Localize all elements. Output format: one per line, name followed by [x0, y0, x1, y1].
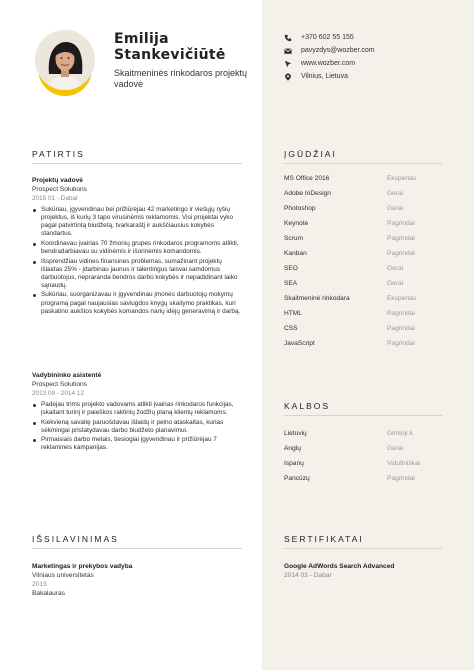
contact-phone	[284, 31, 375, 44]
skill-level: Ekspertas	[387, 295, 417, 302]
skill-name: Adobe InDesign	[284, 190, 331, 197]
skill-level: Pagrindai	[387, 220, 415, 227]
skill-level: Pagrindai	[387, 310, 415, 317]
experience-item	[32, 371, 242, 454]
skill-row	[284, 279, 454, 288]
skill-row	[284, 204, 454, 213]
skill-name: SEA	[284, 280, 298, 287]
bullet-item: Sukūriau, įgyvendinau bei prižiūrėjau 42 marketingo ir viešųjų ryšių projektus, iš kurių 3 tapo virusinėmis reklamomis. Visi projektai vyko pagal patvirtintą biudžetą, tvarkaraštį ir aukščiausius kokybės standartus.	[32, 206, 242, 238]
headline: Skaitmeninės rinkodaros projektų vadovė	[114, 68, 248, 89]
language-name: Pancūzų	[284, 475, 310, 482]
avatar	[35, 30, 95, 90]
language-level: Pagrindai	[387, 475, 415, 482]
education-school: Vilniaus universitetas	[32, 572, 94, 579]
language-row	[284, 429, 454, 438]
skill-name: Keynote	[284, 220, 309, 227]
skill-name: SEO	[284, 265, 298, 272]
bullet-item: Kiekvieną savaitę paruošdavau išlaidų ir pelno ataskaitas, kurias sėkmingai pristatydavau darbo biudžeto planavimui.	[32, 419, 242, 435]
skill-row	[284, 264, 454, 273]
language-row	[284, 459, 454, 468]
skill-level: Gerai	[387, 280, 404, 287]
job-bullets	[32, 401, 242, 453]
bullet-item: Padėjau trims projekto vadovams atlikti įvairias rinkodaros funkcijas, įskaitant turinį ir paieškos raktinių žodžių planą klientų reklamoms.	[32, 401, 242, 417]
certificate-name: Google AdWords Search Advanced	[284, 563, 395, 570]
location-pin-icon	[284, 73, 292, 81]
skill-name: CSS	[284, 325, 298, 332]
skill-name: HTML	[284, 310, 302, 317]
experience-item	[32, 176, 242, 317]
link-icon	[284, 60, 292, 68]
section-divider	[32, 548, 242, 549]
skill-row	[284, 294, 454, 303]
skill-level: Pagrindai	[387, 325, 415, 332]
language-name: Ispanų	[284, 460, 304, 467]
language-level: Gerai	[387, 445, 404, 452]
skill-level: Pagrindai	[387, 235, 415, 242]
contact-location	[284, 70, 375, 83]
phone-icon	[284, 34, 292, 42]
education-item	[32, 562, 132, 598]
job-company: Prospect Solutions	[32, 381, 87, 388]
skill-level: Gerai	[387, 190, 404, 197]
name-first: Emilija	[114, 31, 169, 47]
skill-row	[284, 234, 454, 243]
skill-name: Photoshop	[284, 205, 316, 212]
contact-email	[284, 44, 375, 57]
education-degree: Marketingas ir prekybos vadyba	[32, 563, 133, 570]
skill-row	[284, 174, 454, 183]
education-level: Bakalauras	[32, 590, 65, 597]
skill-level: Pagrindai	[387, 250, 415, 257]
section-divider	[284, 163, 442, 164]
candidate-name	[114, 31, 226, 63]
skill-name: MS Office 2016	[284, 175, 330, 182]
skill-level: Gerai	[387, 265, 404, 272]
section-divider	[284, 548, 442, 549]
job-bullets	[32, 206, 242, 316]
portrait-icon	[35, 30, 95, 90]
contact-website	[284, 57, 375, 70]
language-name: Lietuvių	[284, 430, 307, 437]
skill-name: Kanban	[284, 250, 307, 257]
education-year: 2013	[32, 581, 47, 588]
skill-row	[284, 219, 454, 228]
skill-level: Pagrindai	[387, 340, 415, 347]
job-dates: 2013 09 - 2014 12	[32, 390, 84, 397]
section-title-languages: KALBOS	[284, 401, 331, 411]
phone-text: +370 602 55 155	[301, 34, 354, 41]
job-company: Prospect Solutions	[32, 186, 87, 193]
email-text: pavyzdys@wozber.com	[301, 47, 375, 54]
contact-list	[284, 31, 375, 83]
job-title: Vadybininko asistentė	[32, 372, 102, 379]
certificate-dates: 2014 03 - Dabar	[284, 572, 332, 579]
location-text: Vilnius, Lietuva	[301, 73, 348, 80]
section-title-education: IŠSILAVINIMAS	[32, 534, 119, 544]
skill-row	[284, 249, 454, 258]
bullet-item: Išsprendžiau vidines finansines problemas, sumažinant projektų išlaidas 25% - įdarbinau jaunus ir talentingus laisvai samdomus darbuotojus, nepraranda bendros darbo kokybės ir nepadidinant laiko sąnaudų.	[32, 258, 242, 290]
section-divider	[284, 415, 442, 416]
language-level: Vidutiniškai	[387, 460, 421, 467]
section-title-skills: ĮGŪDŽIAI	[284, 149, 337, 159]
skill-name: Skaitmeninė rinkodara	[284, 295, 350, 302]
skill-row	[284, 309, 454, 318]
skill-row	[284, 339, 454, 348]
bullet-item: Pirmaisiais darbo metais, tiesiogiai įgyvendinau ir prižiūrėjau 7 reklamines kampanijas.	[32, 436, 242, 452]
website-text: www.wozber.com	[301, 60, 356, 67]
skill-row	[284, 324, 454, 333]
skill-name: JavaScript	[284, 340, 315, 347]
section-title-certificates: SERTIFIKATAI	[284, 534, 364, 544]
bullet-item: Sukūriau, suorganizavau ir įgyvendinau įmonės darbuotojų mokymų programą pagal naujausias saviugdos knygų skaitymo praktikas, kuri paskatino aukštos kokybės komandos narių idėjų generavimą ir darbą.	[32, 291, 242, 315]
language-level: Gimtoji k.	[387, 430, 415, 437]
section-title-experience: PATIRTIS	[32, 149, 85, 159]
name-last: Stankevičiūtė	[114, 47, 226, 63]
mail-icon	[284, 47, 292, 55]
language-row	[284, 444, 454, 453]
skill-name: Scrum	[284, 235, 304, 242]
language-name: Anglų	[284, 445, 301, 452]
section-divider	[32, 163, 242, 164]
certificate-item	[284, 562, 394, 580]
bullet-item: Koordinavau įvairias 70 žmonių grupes rinkodaros programoms atlikti, bendradarbiavau su vidinėmis ir išorinėmis komandomis.	[32, 240, 242, 256]
avatar-photo	[35, 30, 95, 90]
job-dates: 2015 01 - Dabar	[32, 195, 79, 202]
job-title: Projektų vadovė	[32, 177, 83, 184]
skill-level: Gerai	[387, 205, 404, 212]
language-row	[284, 474, 454, 483]
skill-row	[284, 189, 454, 198]
skill-level: Ekspertas	[387, 175, 417, 182]
